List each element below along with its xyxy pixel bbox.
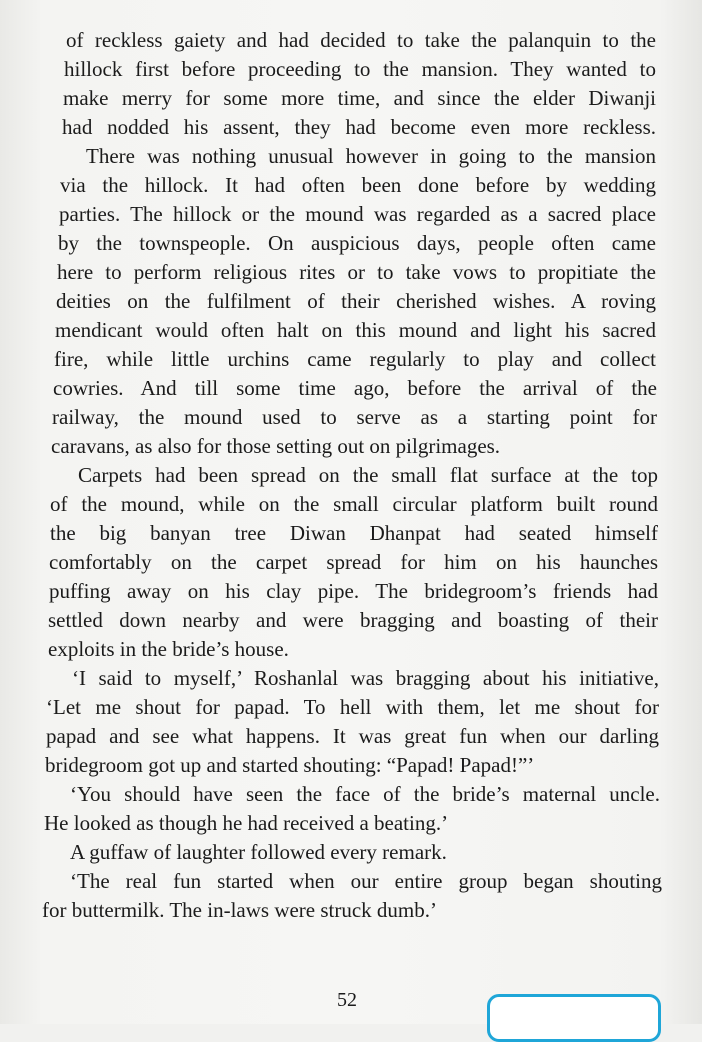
text-line: had nodded his assent, they had become even more reckless. xyxy=(62,115,656,139)
text-line: Carpets had been spread on the small flat surface at the top xyxy=(78,463,658,487)
text-line: for buttermilk. The in-laws were struck dumb.’ xyxy=(42,898,438,922)
text-line: ‘The real fun started when our entire group began shouting xyxy=(70,869,662,893)
text-line: There was nothing unusual however in going to the mansion xyxy=(86,144,656,168)
text-line: of reckless gaiety and had decided to take the palanquin to the xyxy=(66,28,656,52)
text-line: ‘Let me shout for papad. To hell with them, let me shout for xyxy=(46,695,659,719)
text-line: here to perform religious rites or to take vows to propitiate the xyxy=(57,260,656,284)
text-line: papad and see what happens. It was great fun when our darling xyxy=(46,724,659,748)
text-line: mendicant would often halt on this mound and light his sacred xyxy=(55,318,656,342)
page-number: 52 xyxy=(337,989,357,1011)
text-line: parties. The hillock or the mound was regarded as a sacred place xyxy=(59,202,656,226)
text-line: He looked as though he had received a beating.’ xyxy=(44,811,449,835)
text-line: comfortably on the carpet spread for him on his haunches xyxy=(49,550,658,574)
text-line: settled down nearby and were bragging and boasting of their xyxy=(48,608,658,632)
text-line: bridegroom got up and started shouting: “Papad! Papad!”’ xyxy=(45,753,535,777)
text-line: hillock first before proceeding to the mansion. They wanted to xyxy=(64,57,656,81)
text-line: deities on the fulfilment of their cherished wishes. A roving xyxy=(56,289,656,313)
text-line: make merry for some more time, and since the elder Diwanji xyxy=(63,86,656,110)
text-line: exploits in the bride’s house. xyxy=(48,637,289,661)
text-line: railway, the mound used to serve as a starting point for xyxy=(52,405,657,429)
text-line: ‘You should have seen the face of the bride’s maternal uncle. xyxy=(70,782,660,806)
text-line: cowries. And till some time ago, before the arrival of the xyxy=(53,376,657,400)
text-line: puffing away on his clay pipe. The bridegroom’s friends had xyxy=(49,579,658,603)
floating-action-button[interactable] xyxy=(487,994,661,1042)
text-line: caravans, as also for those setting out on pilgrimages. xyxy=(51,434,501,458)
text-line: A guffaw of laughter followed every remark. xyxy=(70,840,447,864)
text-line: of the mound, while on the small circular platform built round xyxy=(50,492,658,516)
text-line: the big banyan tree Diwan Dhanpat had seated himself xyxy=(50,521,658,545)
text-line: ‘I said to myself,’ Roshanlal was bragging about his initiative, xyxy=(72,666,659,690)
text-line: fire, while little urchins came regularly to play and collect xyxy=(54,347,656,371)
text-line: via the hillock. It had often been done before by wedding xyxy=(60,173,656,197)
text-line: by the townspeople. On auspicious days, people often came xyxy=(58,231,656,255)
